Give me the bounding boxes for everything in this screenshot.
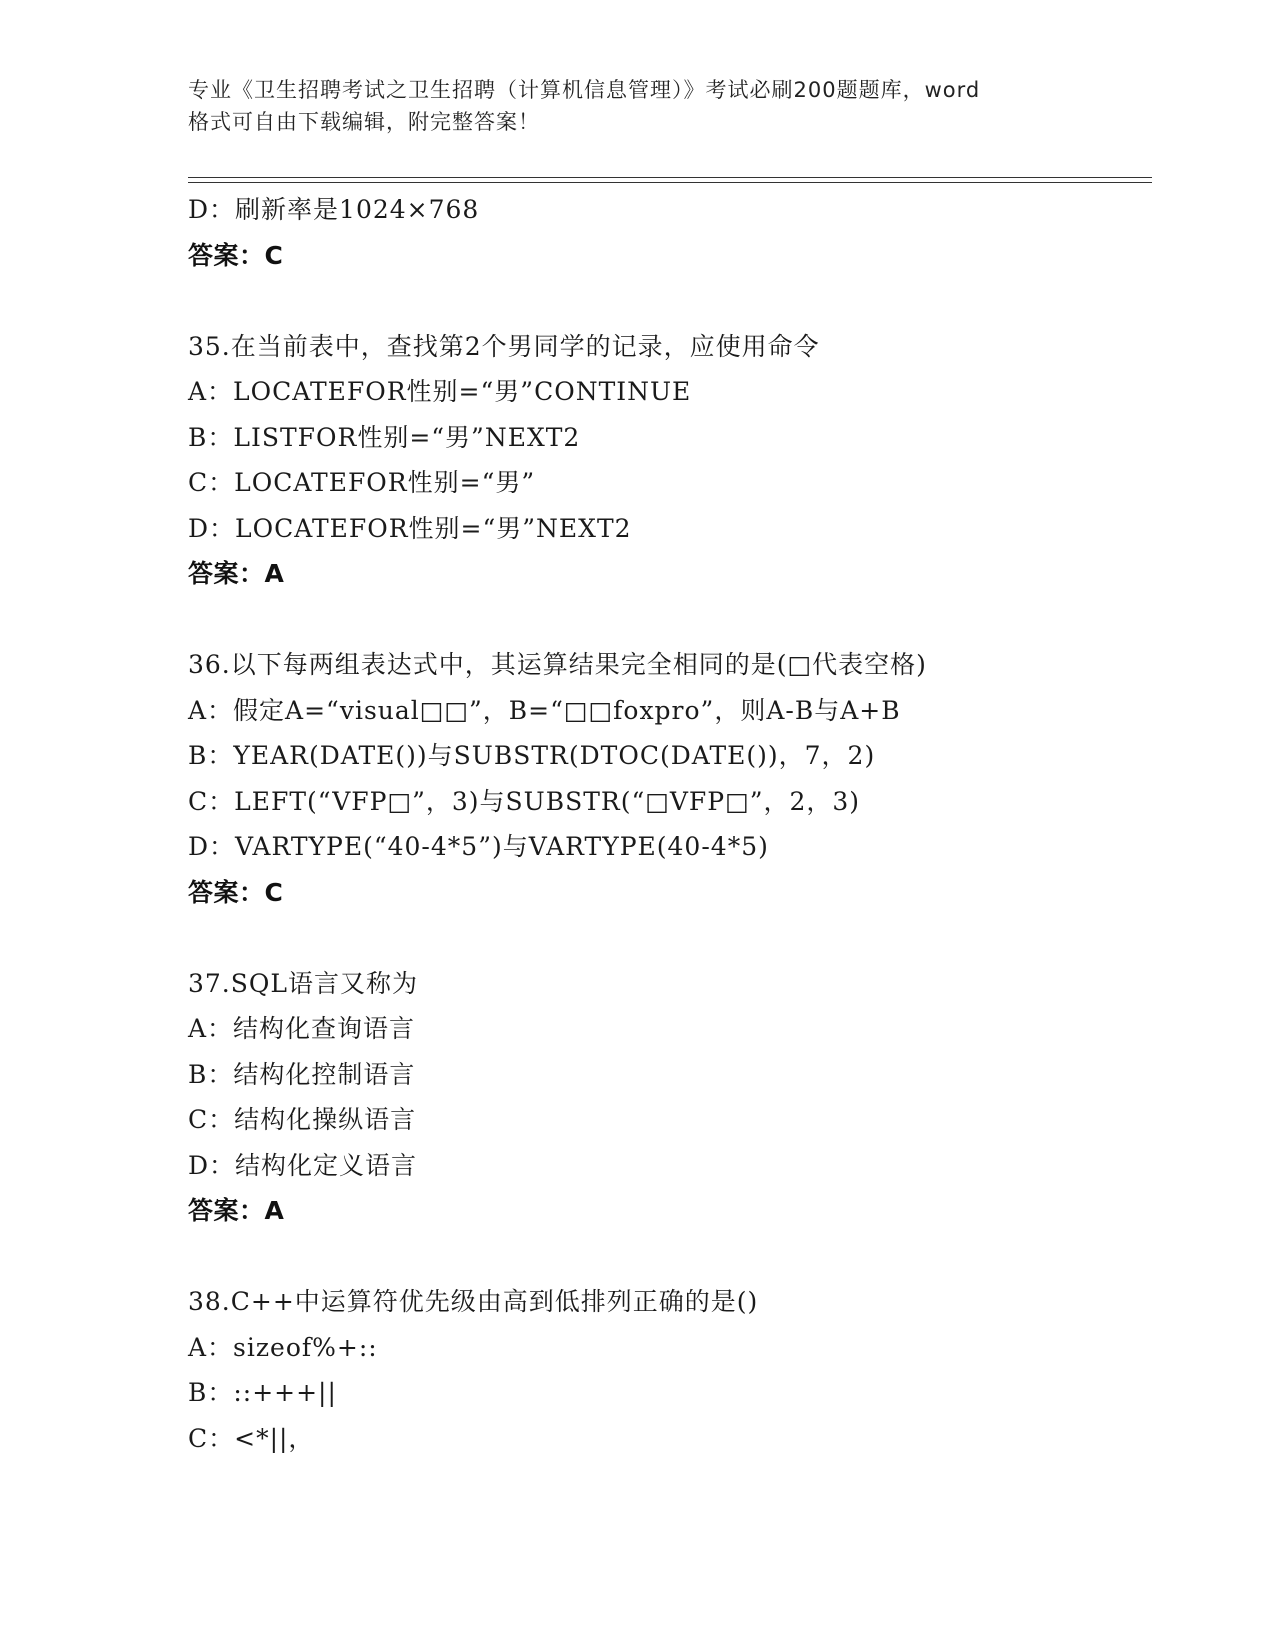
answer-option: A：LOCATEFOR性别=“男”CONTINUE bbox=[188, 377, 692, 406]
answer-option: B：LISTFOR性别=“男”NEXT2 bbox=[188, 422, 581, 452]
answer-option: C：LEFT(“VFP□”，3)与SUBSTR(“□VFP□”，2，3) bbox=[188, 786, 861, 816]
spacer bbox=[188, 1234, 1148, 1280]
answer-option: B：::+++|| bbox=[188, 1378, 337, 1407]
question-stem: 37.SQL语言又称为 bbox=[188, 968, 418, 998]
question-stem: 38.C++中运算符优先级由高到低排列正确的是() bbox=[188, 1287, 759, 1316]
answer-option: B：结构化控制语言 bbox=[188, 1059, 416, 1089]
answer-option: D：VARTYPE(“40-4*5”)与VARTYPE(40-4*5) bbox=[188, 832, 769, 861]
answer-key: 答案：A bbox=[188, 559, 285, 588]
spacer bbox=[188, 597, 1148, 643]
answer-option: A：结构化查询语言 bbox=[188, 1014, 416, 1043]
answer-option: D：LOCATEFOR性别=“男”NEXT2 bbox=[188, 513, 632, 543]
header-title-line2: 格式可自由下载编辑，附完整答案！ bbox=[188, 110, 540, 134]
answer-option: A：假定A=“visual□□”，B=“□□foxpro”，则A-B与A+B bbox=[188, 695, 901, 725]
answer-key: 答案：C bbox=[188, 240, 284, 270]
answer-option: D：结构化定义语言 bbox=[188, 1150, 418, 1180]
question-stem: 35.在当前表中，查找第2个男同学的记录，应使用命令 bbox=[188, 331, 820, 361]
header-title-line1: 专业《卫生招聘考试之卫生招聘（计算机信息管理）》考试必刷200题题库，word bbox=[188, 78, 981, 102]
question-stem: 36.以下每两组表达式中，其运算结果完全相同的是(□代表空格) bbox=[188, 650, 927, 679]
answer-option: B：YEAR(DATE())与SUBSTR(DTOC(DATE())，7，2) bbox=[188, 741, 876, 770]
answer-option: D：刷新率是1024×768 bbox=[188, 195, 480, 224]
answer-key: 答案：A bbox=[188, 1196, 285, 1225]
answer-key: 答案：C bbox=[188, 877, 284, 907]
answer-option: C：结构化操纵语言 bbox=[188, 1105, 417, 1134]
document-header bbox=[188, 74, 1088, 138]
answer-option: C：<*||， bbox=[188, 1423, 315, 1453]
header-rule-bottom bbox=[188, 182, 1152, 183]
answer-option: A：sizeof%+:: bbox=[188, 1332, 378, 1362]
header-rule-top bbox=[188, 177, 1152, 178]
question-list bbox=[188, 187, 1148, 1461]
answer-option: C：LOCATEFOR性别=“男” bbox=[188, 468, 536, 497]
spacer bbox=[188, 278, 1148, 324]
spacer bbox=[188, 915, 1148, 961]
